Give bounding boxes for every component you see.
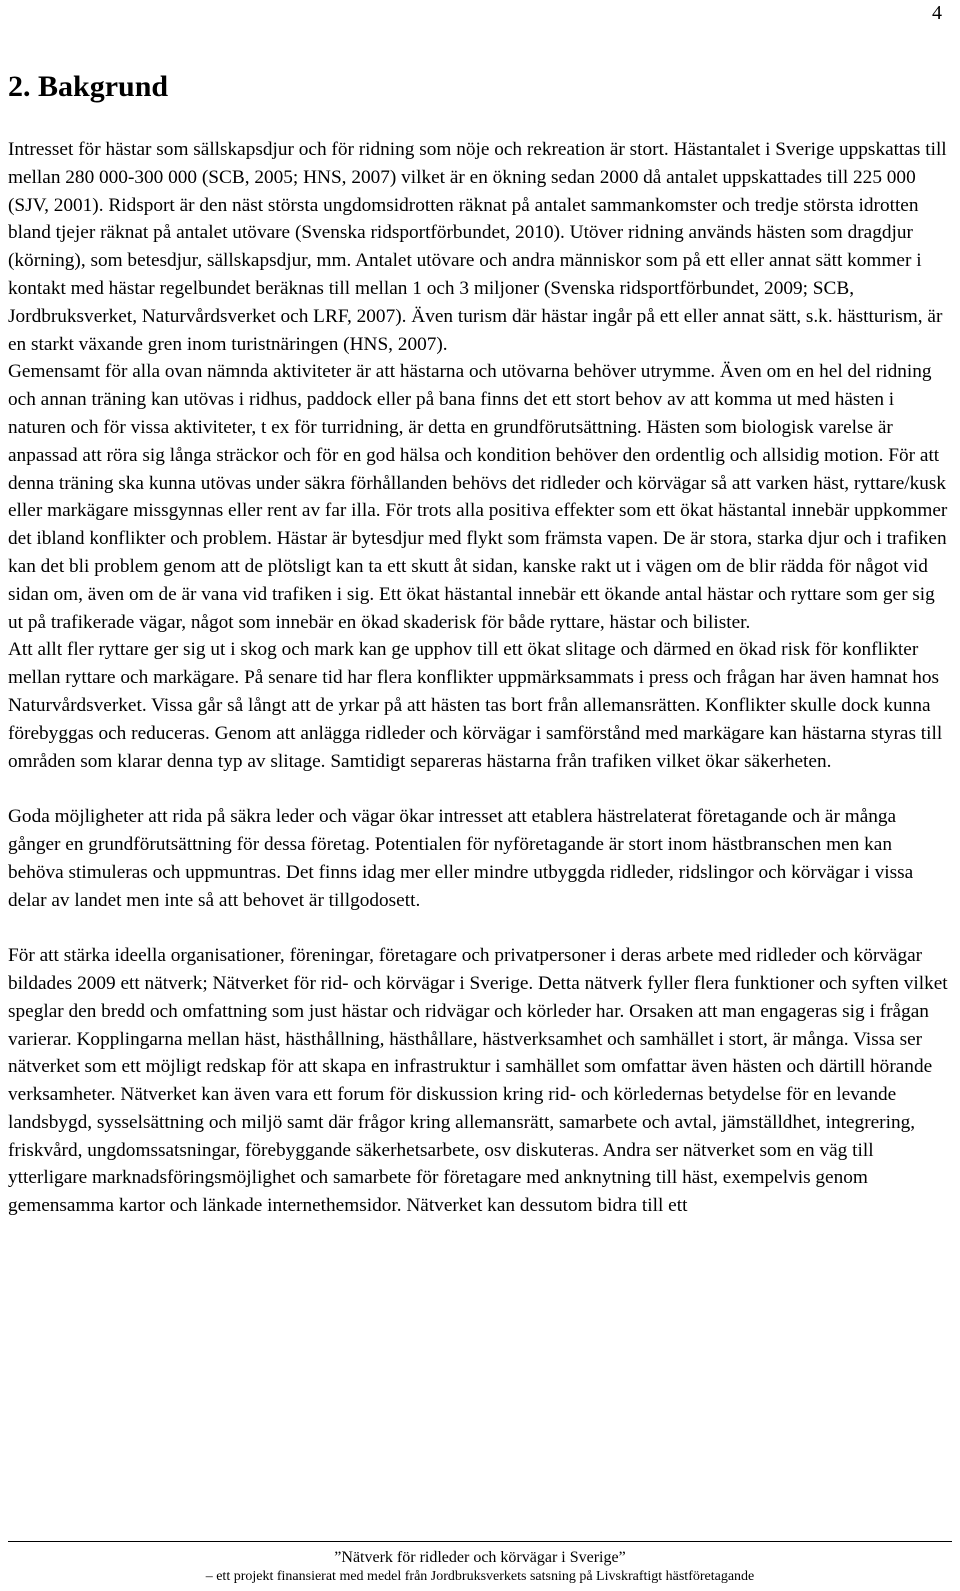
paragraph: För att stärka ideella organisationer, föreningar, företagare och privatpersoner i deras arbete med ridleder och körvägar bildades 2009 ett nätverk; Nätverket för rid- och körvägar i Sverige. Detta nätverk fyller flera funktioner och syften vilket speglar den bredd och omfattning som just hästar och ridvägar och körleder har. Orsaken att man engageras sig i frågan varierar. Kopplingarna mellan häst, hästhållning, hästhållare, hästverksamhet och samhället i stort, är många. Vissa ser nätverket som ett möjligt redskap för att skapa en infrastruktur i samhället som omfattar även hästen och därtill hörande verksamheter. Nätverket kan även vara ett forum för diskussion kring rid- och körledernas betydelse för en levande landsbygd, sysselsättning och miljö samt där frågor kring allemansrätt, samarbete och avtal, jämställdhet, integrering, friskvård, ungdomssatsningar, förebyggande säkerhetsarbete, osv diskuteras. Andra ser nätverket som en väg till ytterligare marknadsföringsmöjlighet och samarbete för företagare med anknytning till häst, exempelvis genom gemensamma kartor och länkade internethemsidor. Nätverket kan dessutom bidra till ett bbox=[8, 945, 948, 1217]
paragraph: Intresset för hästar som sällskapsdjur och för ridning som nöje och rekreation är stort. Hästantalet i Sverige uppskattas till mellan 280 000-300 000 (SCB, 2005; HNS, 2007) vilket är en ökning sedan 2000 då antalet uppskattades till 225 000 (SJV, 2001). Ridsport är den näst största ungdomsidrotten räknat på antalet sammankomster och tredje största idrotten bland tjejer räknat på antalet utövare (Svenska ridsportförbundet, 2010). Utöver ridning används hästen som dragdjur (körning), som betesdjur, sällskapsdjur, mm. Antalet utövare och andra människor som på ett eller annat sätt kommer i kontakt med hästar regelbundet beräknas till mellan 1 och 3 miljoner (Svenska ridsportförbundet, 2009; SCB, Jordbruksverket, Naturvårdsverket och LRF, 2007). Även turism där hästar ingår på ett eller annat sätt, s.k. hästturism, är en starkt växande gren inom turistnäringen (HNS, 2007). bbox=[8, 139, 947, 355]
paragraph: Goda möjligheter att rida på säkra leder och vägar ökar intresset att etablera hästrelaterat företagande och är många gånger en grundförutsättning för dessa företag. Potentialen för nyföretagande är stort inom hästbranschen men kan behöva stimuleras och uppmuntras. Det finns idag mer eller mindre utbyggda ridleder, ridslingor och körvägar i vissa delar av landet men inte så att behovet är tillgodosett. bbox=[8, 806, 914, 911]
section-heading: 2. Bakgrund bbox=[8, 70, 169, 103]
footer-divider bbox=[8, 1541, 952, 1542]
paragraph: Att allt fler ryttare ger sig ut i skog och mark kan ge upphov till ett ökat slitage och därmed en ökad risk för konflikter mellan ryttare och markägare. På senare tid har flera konflikter uppmärksammats i press och frågan har även hamnat hos Naturvårdsverket. Vissa går så långt att de yrkar på att hästen tas bort från allemansrätten. Konflikter skulle dock kunna förebyggas och reduceras. Genom att anlägga ridleder och körvägar i samförstånd med markägare kan hästarna styras till områden som klarar denna typ av slitage. Samtidigt separeras hästarna från trafiken vilket ökar säkerheten. bbox=[8, 639, 943, 772]
paragraph: Gemensamt för alla ovan nämnda aktiviteter är att hästarna och utövarna behöver utrymme. Även om en hel del ridning och annan träning kan utövas i ridhus, paddock eller på bana finns det ett stort behov av att komma ut med hästen i naturen och för vissa aktiviteter, t ex för turridning, är detta en grundförutsättning. Hästen som biologisk varelse är anpassad att röra sig långa sträckor och för en god hälsa och kondition behöver den ordentlig och allsidig motion. För att denna träning ska kunna utövas under säkra förhållanden behövs det ridleder och körvägar så att varken häst, ryttare/kusk eller markägare missgynnas eller rent av far illa. För trots alla positiva effekter som ett ökat hästantal innebär uppkommer det ibland konflikter och problem. Hästar är bytesdjur med flykt som främsta vapen. De är stora, starka djur och i trafiken kan det bli problem genom att de plötsligt kan ta ett skutt åt sidan, kanske rakt ut i vägen om de blir rädda för något vid sidan om, även om de är vana vid trafiken i sig. Ett ökat hästantal innebär ett ökande antal hästar och ryttare som ger sig ut på trafikerade vägar, något som innebär en ökad skaderisk för både ryttare, hästar och bilister. bbox=[8, 361, 948, 633]
body-text bbox=[8, 136, 948, 1220]
footer-subtitle: – ett projekt finansierat med medel från Jordbruksverkets satsning på Livskraftigt hästföretagande bbox=[205, 1569, 755, 1584]
footer-title: ”Nätverk för ridleder och körvägar i Sverige” bbox=[334, 1549, 626, 1566]
page-number: 4 bbox=[932, 2, 942, 24]
